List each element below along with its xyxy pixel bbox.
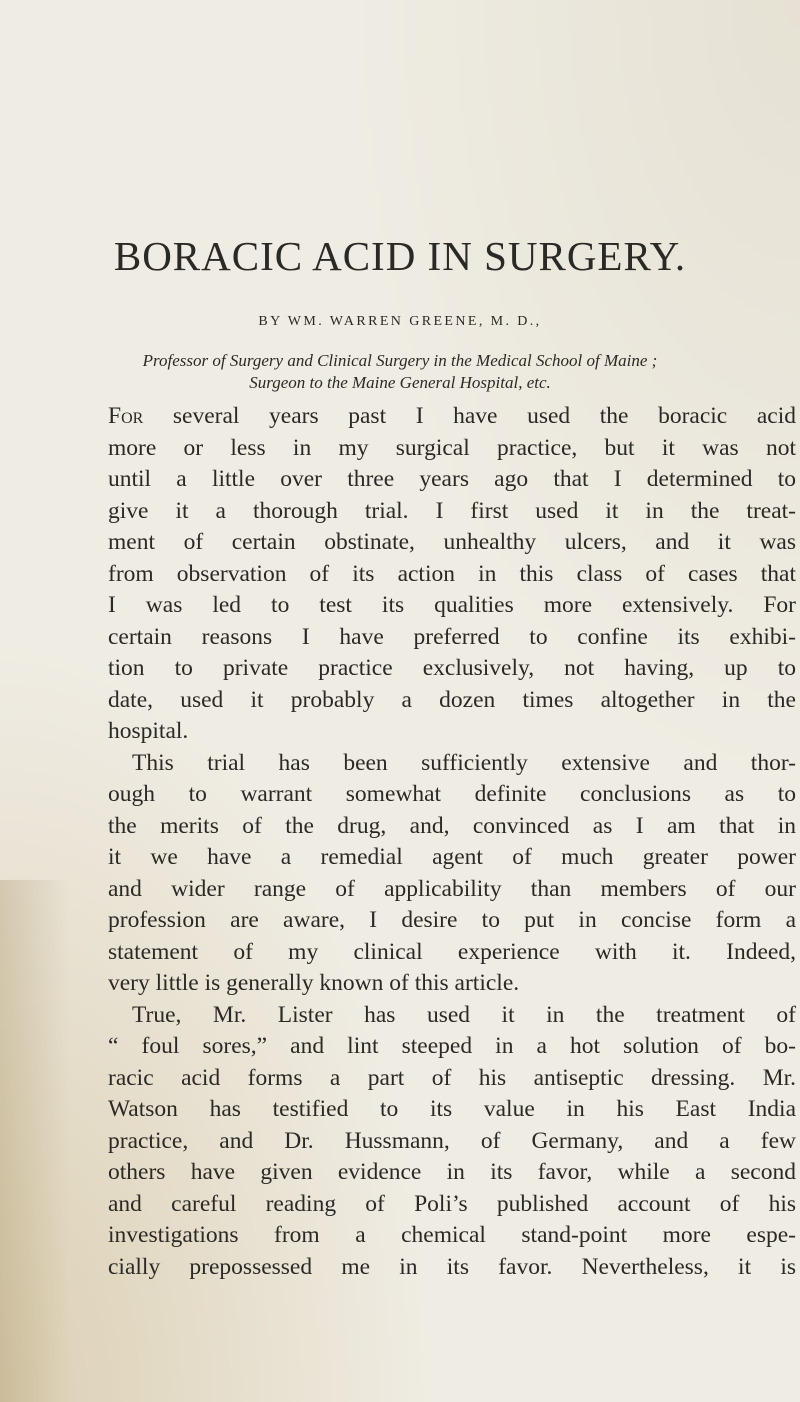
author-byline: BY WM. WARREN GREENE, M. D., (258, 314, 542, 329)
body-line: give it a thorough trial. I first used it in the treat- (108, 497, 796, 524)
body-line: For several years past I have used the boracic acid (108, 403, 796, 429)
body-line: practice, and Dr. Hussmann, of Germany, and a few (108, 1127, 796, 1154)
body-line: ough to warrant somewhat definite conclusions as to (108, 781, 796, 807)
opening-word: For (108, 403, 144, 429)
body-line: until a little over three years ago that I determined to (108, 466, 796, 492)
body-line: I was led to test its qualities more extensively. For (108, 592, 796, 618)
body-line: investigations from a chemical stand-point more espe- (108, 1222, 796, 1248)
body-line: it we have a remedial agent of much greater power (108, 844, 796, 870)
body-line: the merits of the drug, and, convinced as I am that in (108, 812, 796, 839)
affiliation-line: Professor of Surgery and Clinical Surgery in the Medical School of Maine ; (142, 351, 658, 370)
body-line: “ foul sores,” and lint steeped in a hot solution of bo- (108, 1033, 796, 1059)
article-body (108, 401, 796, 1283)
author-affiliation (0, 350, 800, 394)
body-line: ment of certain obstinate, unhealthy ulcers, and it was (108, 529, 796, 555)
body-line: and wider range of applicability than members of our (108, 875, 796, 902)
body-line: This trial has been sufficiently extensive and thor- (132, 749, 796, 776)
article-title: BORACIC ACID IN SURGERY. (113, 233, 687, 279)
body-line: hospital. (108, 718, 189, 744)
affiliation-line: Surgeon to the Maine General Hospital, etc. (249, 373, 551, 392)
body-line: and careful reading of Poli’s published account of his (108, 1190, 796, 1217)
body-line: tion to private practice exclusively, not having, up to (108, 655, 796, 681)
page-edge-shadow (0, 880, 70, 1402)
body-line: from observation of its action in this class of cases that (108, 560, 796, 587)
body-line: date, used it probably a dozen times altogether in the (108, 686, 796, 713)
body-line: others have given evidence in its favor, while a second (108, 1159, 796, 1185)
body-line: more or less in my surgical practice, but it was not (108, 434, 796, 461)
body-line: Watson has testified to its value in his East India (108, 1096, 796, 1122)
body-line: certain reasons I have preferred to confine its exhibi- (108, 623, 796, 650)
body-line: True, Mr. Lister has used it in the treatment of (132, 1001, 796, 1028)
body-line: profession are aware, I desire to put in concise form a (108, 907, 796, 933)
body-line: statement of my clinical experience with it. Indeed, (108, 938, 796, 965)
body-line: racic acid forms a part of his antiseptic dressing. Mr. (108, 1064, 796, 1091)
body-line: very little is generally known of this article. (108, 970, 520, 996)
body-line: cially prepossessed me in its favor. Nevertheless, it is (108, 1253, 796, 1280)
